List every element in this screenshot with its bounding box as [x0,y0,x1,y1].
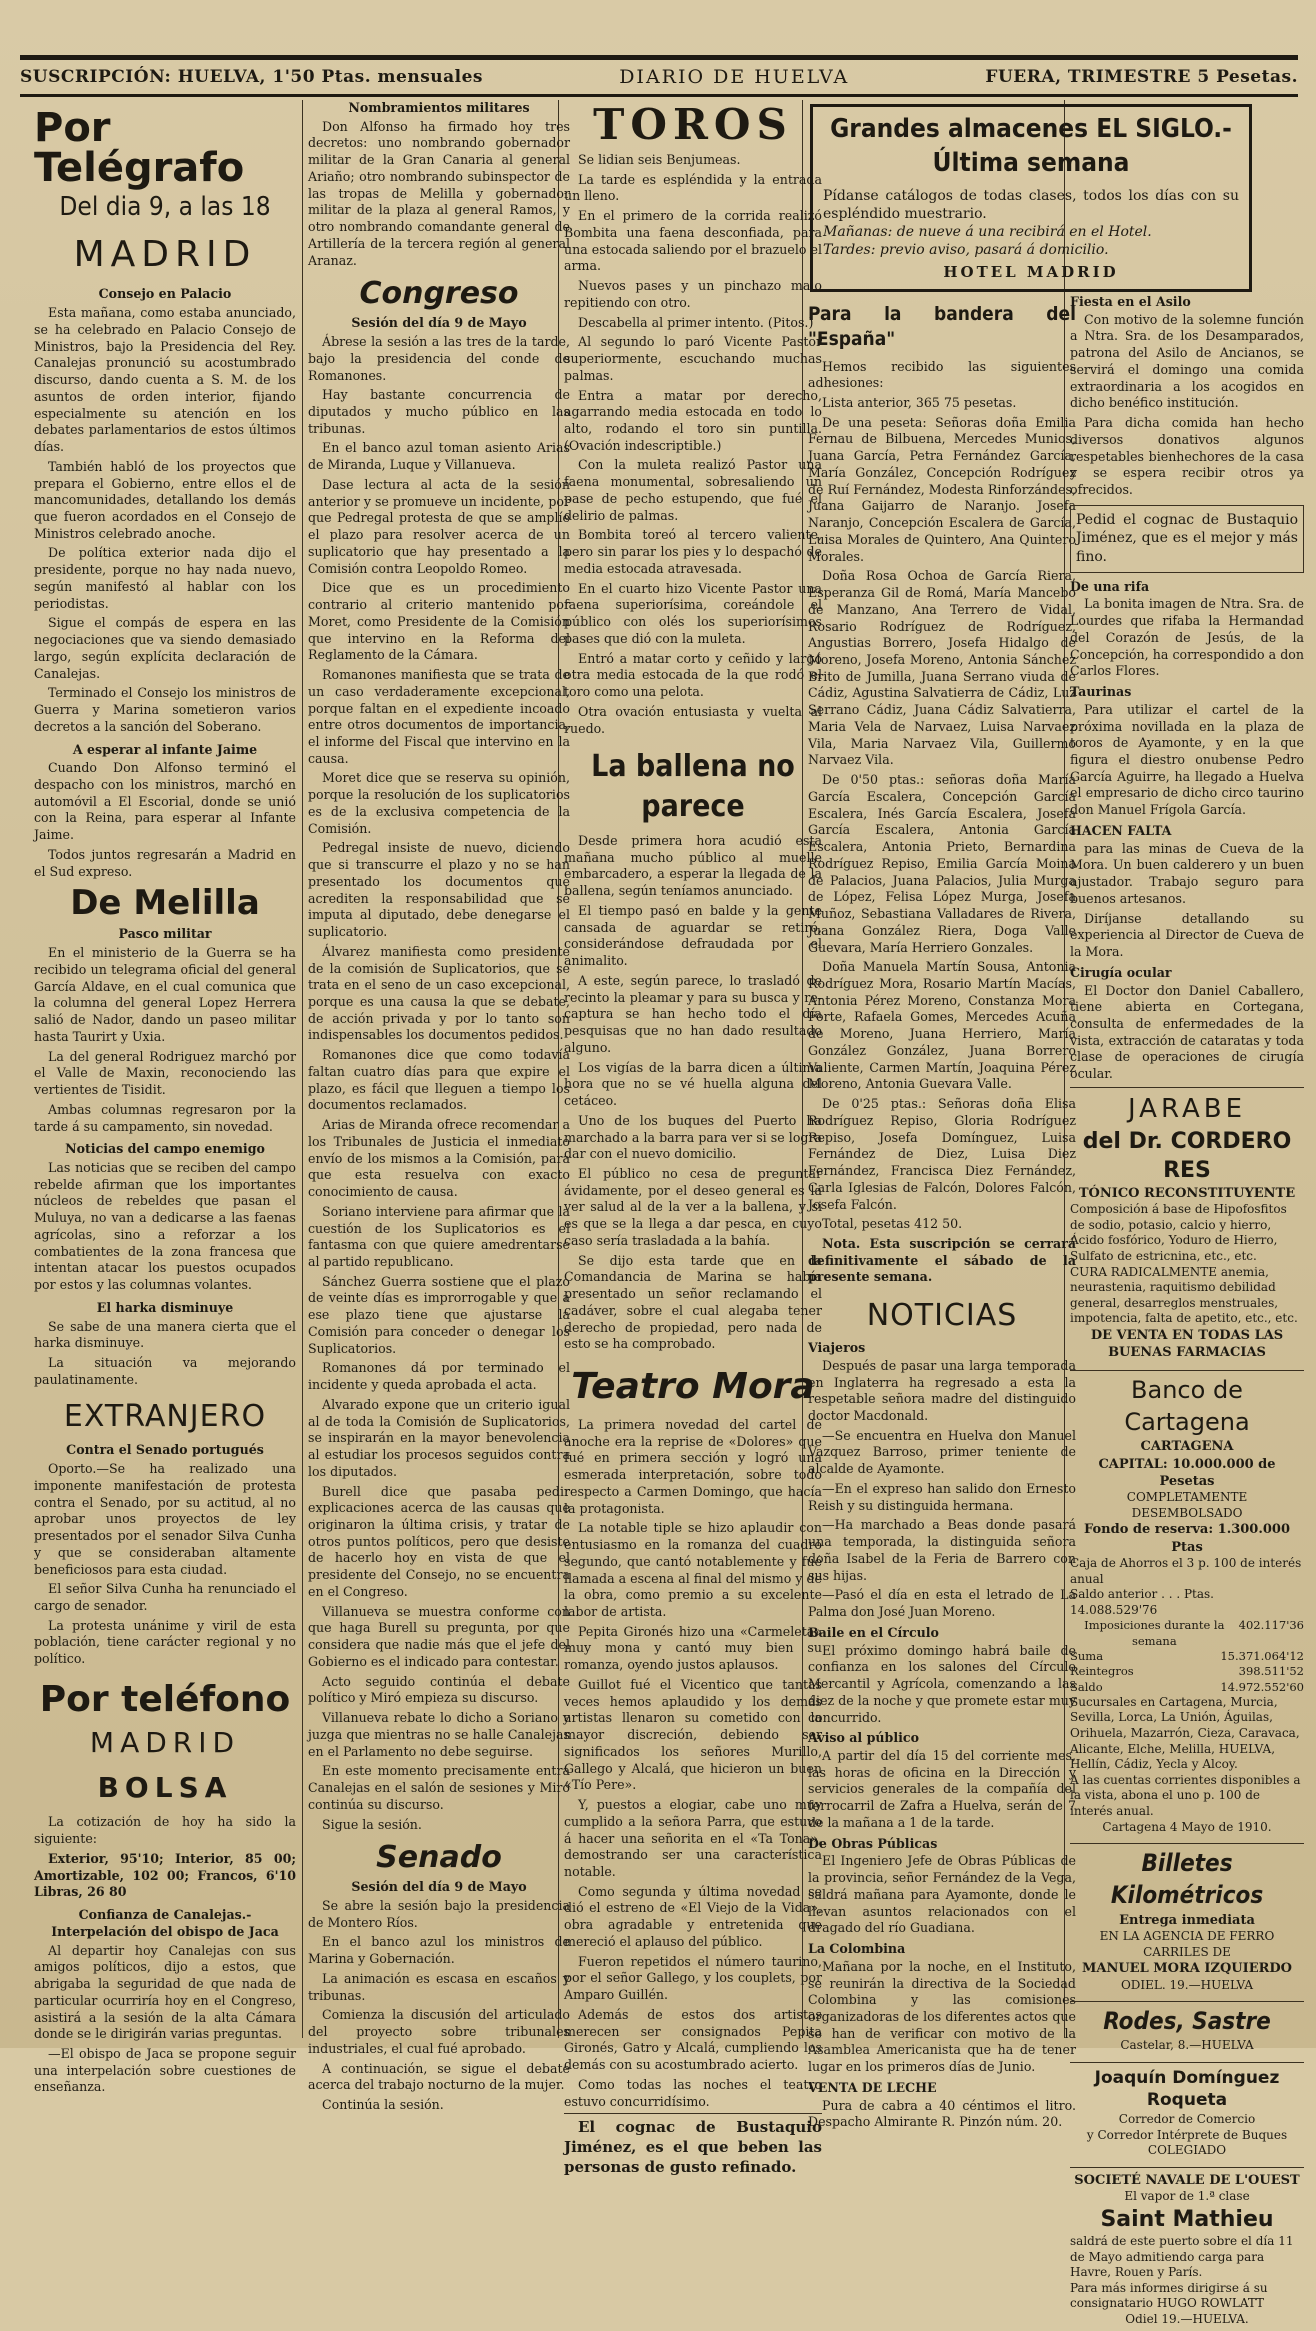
paragraph: Las noticias que se reciben del campo rebelde afirman que los importantes núcleos de rebeldes que pasan el Muluya, no van a dedicarse a las faenas agrícolas, sino a reforzar a los combatientes de la zona francesa que intentan atacar los puestos ocupados por estos y las columnas volantes. [34,1159,296,1293]
paragraph: La cotización de hoy ha sido la siguiente: [34,1814,296,1847]
section-title-bandera: Para la bandera del "España" [808,303,1076,351]
paragraph: Desde primera hora acudió esta mañana mucho público al muelle embarcadero, a esperar la llegada de la ballena, según teníamos anunciado. [564,833,822,899]
paragraph: Todos juntos regresarán a Madrid en el Sud expreso. [34,846,296,879]
paragraph: Dase lectura al acta de la sesión anterior y se promueve un incidente, por que Pedregal protesta de que se amplíe el plazo para resolver acerca de un suplicatorio que hay presentado a la Comisión contra Leopoldo Romeo. [308,476,570,576]
ad-navale [1070,2167,1304,2331]
ad-rodes-title: Rodes, Sastre [1103,2007,1271,2036]
paragraph: La del general Rodriguez marchó por el Valle de Maxin, reconociendo las vertientes de Tisidit. [34,1048,296,1098]
ad-jarabe-doctor: del Dr. CORDERO RES [1082,1128,1292,1183]
paragraph: A continuación, se sigue el debate acerca del trabajo nocturno de la mujer. [308,2060,570,2093]
ad-billetes-addr: ODIEL. 19.—HUELVA [1120,1977,1254,1992]
paragraph: En el cuarto hizo Vicente Pastor una faena superiorísima, coreándole el público con olés los superiorísimos pases que dió con la muleta. [564,580,822,646]
ad-billetes [1070,1843,1304,1997]
paragraph: Y, puestos a elogiar, cabe uno muy cumplido a la señora Parra, que estuvo á hacer una señorita en el «Ta Tona», demostrando ser una característica notable. [564,1797,822,1880]
label: Suma [1070,1648,1104,1663]
bolsa-heading: BOLSA [97,1771,233,1805]
ad-rodes-addr: Castelar, 8.—HUELVA [1120,2038,1254,2053]
paragraph: Álvarez manifiesta como presidente de la comisión de Suplicatorios, que se trata en el seno de un caso excepcional, porque es una causa la que se debate, de acción privada y por lo tanto son indispensables los documentos pedidos. [308,943,570,1043]
paragraph: Uno de los buques del Puerto ha marchado a la barra para ver si se logra dar con el nuevo domicilio. [564,1112,822,1162]
ad-banco-caja: Caja de Ahorros el 3 p. 100 de interés anual [1070,1556,1302,1586]
ad-banco-row [1070,1649,1304,1664]
paragraph: Lista anterior, 365 75 pesetas. [822,395,1017,410]
subheading: Consejo en Palacio [98,286,232,302]
paragraph: Ambas columnas regresaron por la tarde á su campamento, sin novedad. [34,1101,296,1134]
paragraph: La situación va mejorando paulatinamente. [34,1355,296,1387]
paragraph: Arias de Miranda ofrece recomendar a los Tribunales de Justicia el inmediato envío de los mismos a la Comisión, para que esta resuelva con exacto conocimiento de causa. [308,1117,570,1200]
subheading: El harka disminuye [96,1299,234,1315]
section-title-congreso: Congreso [359,276,519,312]
paragraph: —El obispo de Jaca se propone seguir una interpelación sobre cuestiones de enseñanza. [34,2045,296,2095]
paragraph: El próximo domingo habrá baile de confianza en los salones del Círculo Mercantil y Agrícola, comenzando a las diez de la noche y que promete estar muy concurrido. [808,1642,1076,1725]
ad-banco-row [1070,1664,1304,1679]
value: 15.371.064'12 [1220,1648,1304,1663]
paragraph: para las minas de Cueva de la Mora. Un buen calderero y un buen ajustador. Trabajo seguro para buenos artesanos. [1070,840,1304,906]
ad-line: Pídanse catálogos de todas clases, todos los días con su espléndido muestrario. [823,187,1239,222]
paragraph: El señor Silva Cunha ha renunciado el cargo de senador. [34,1581,296,1614]
paragraph: Don Alfonso ha firmado hoy tres decretos: uno nombrando gobernador militar de la Gran Canaria al general Ariaño; otro nombrando subinspector de las tropas de Melilla y gobernador militar de la plaza al general Ramos, y otro nombrando comandante general de Artillería de la tercera región al general Aranaz. [308,118,570,268]
paragraph: La notable tiple se hizo aplaudir con entusiasmo en la romanza del cuadro segundo, que cantó notablemente y fué llamada a escena al final del mismo y de la obra, como premio a su excelente labor de artista. [564,1520,822,1619]
ad-el-siglo [810,104,1252,292]
paragraph: Guillot fué el Vicentico que tantas veces hemos aplaudido y los demás artistas llenaron su cometido con la mayor discreción, debiendo ser significados los señores Murillo, Gallego y Alcalá, que hicieron un buen «Tío Pere». [564,1676,822,1793]
ad-roqueta-line: y Corredor Intérprete de Buques [1086,2127,1288,2142]
paragraph: Romanones manifiesta que se trata de un caso verdaderamente excepcional, porque faltan en el expediente incoado entre otros documentos de importancia, el informe del Fiscal que intervino en la causa. [308,667,570,766]
paragraph: Con motivo de la solemne función a Ntra. Sra. de los Desamparados, patrona del Asilo de Ancianos, se servirá el domingo una comida extraordinaria a los acogidos en dicho benéfico institución. [1070,311,1304,411]
paragraph: Los vigías de la barra dicen a última hora que no se vé huella alguna del cetáceo. [564,1059,822,1109]
ad-navale-title: SOCIETÉ NAVALE DE L'OUEST [1074,2172,1300,2188]
ad-jarabe-title: JARABE [1127,1093,1247,1124]
paragraph: Como segunda y última novedad se dió el estreno de «El Viejo de la Vida», obra agradable y entretenida que mereció el aplauso del público. [564,1883,822,1949]
paragraph: De una peseta: Señoras doña Emilia Fernau de Bilbuena, Mercedes Munios, Juana García, Petra Fernández García, María González, Concepción Rodríguez de Ruí Fernández, Modesta Rinforzándes, Juana Gaijarro de Naranjo. Josefa Naranjo, Concepción Escalera de García, Luisa Morales de Quintero, Ana Quintero Morales. [808,414,1076,564]
ad-rodes [1070,2001,1304,2058]
cognac-ad-box: Pedid el cognac de Bustaquio Jiménez, que es el mejor y más fino. [1070,505,1304,573]
section-title-extranjero: EXTRANJERO [63,1398,267,1434]
paragraph: La primera novedad del cartel de anoche era la reprise de «Dolores» que fué en primera sección y logró una esmerada interpretación, sobre todo respecto a Carmen Domingo, que hacía la protagonista. [564,1416,822,1516]
paragraph: La tarde es espléndida y la entrada un lleno. [564,171,822,204]
ad-banco-saldo: Saldo anterior . . . Ptas. 14.088.529'76 [1070,1587,1214,1617]
ad-navale-line: saldrá de este puerto sobre el día 11 de Mayo admitiendo carga para Havre, Rouen y París. [1070,2233,1294,2280]
column-rule [302,100,303,2038]
paragraph: Esta mañana, como estaba anunciado, se ha celebrado en Palacio Consejo de Ministros, bajo la Presidencia del Rey. Canalejas pronunció su acostumbrado discurso, dando cuenta a S. M. de los asuntos de orden interior, fijando especialmente su atención en los debates parlamentarios de estos últimos días. [34,305,296,455]
subheading: Cirugía ocular [1070,964,1172,980]
section-title-telefono: Por teléfono [39,1678,291,1720]
paragraph: —Ha marchado a Beas donde pasará una temporada, la distinguida señora doña Isabel de la Feria de Barrero con sus hijas. [808,1517,1076,1583]
subheading: De Obras Públicas [808,1835,938,1851]
paragraph: De 0'25 ptas.: Señoras doña Elisa Rodríguez Repiso, Gloria Rodríguez Repiso, Josefa Domínguez, Luisa Fernández de Diez, Luisa Diez Fernández, Francisca Diez Fernández, Carla Iglesias de Falcón, Dolores Falcón, Josefa Falcón. [808,1096,1076,1212]
subheading: Sesión del día 9 de Mayo [351,1879,527,1895]
paragraph: Moret dice que se reserva su opinión, porque la resolución de los suplicatorios es de la exclusiva competencia de la Comisión. [308,770,570,836]
masthead-title: DIARIO DE HUELVA [619,66,850,88]
paragraph: El Ingeniero Jefe de Obras Públicas de la provincia, señor Fernández de la Vega, saldrá mañana para Ayamonte, donde le llevan asuntos relacionados con el dragado del río Guadiana. [808,1853,1076,1936]
subheading: VENTA DE LECHE [808,2079,937,2095]
paragraph: En el primero de la corrida realizó Bombita una faena desconfiada, para una estocada saliendo por el brazuelo el arma. [564,208,822,274]
paragraph: Fueron repetidos el número taurino, por el señor Gallego, y los couplets, por Amparo Guillén. [564,1953,822,2003]
value: 14.972.552'60 [1220,1679,1304,1694]
subheading: Sesión del día 9 de Mayo [351,315,527,331]
paragraph: Se lidian seis Benjumeas. [578,152,741,167]
paragraph: —Se encuentra en Huelva don Manuel Vazquez Barroso, primer teniente de alcalde de Ayamonte. [808,1427,1076,1477]
paragraph: Exterior, 95'10; Interior, 85 00; Amortizable, 102 00; Francos, 6'10 Libras, 26 80 [34,1850,296,1900]
paragraph: La protesta unánime y viril de esta población, tiene carácter regional y no político. [34,1617,296,1667]
paragraph: A este, según parece, lo trasladó de recinto la pleamar y para su busca y re-captura se han hecho todo el día pesquisas que no han dado resultado alguno. [564,972,822,1055]
subheading: Viajeros [808,1340,866,1356]
subheading: Fiesta en el Asilo [1070,294,1191,309]
subheading: La Colombina [808,1941,906,1957]
label: Saldo [1070,1679,1103,1694]
ad-billetes-title: Billetes Kilométricos [1110,1849,1264,1910]
ad-navale-line: Para más informes dirigirse á su consignatario HUGO ROWLATT [1070,2280,1268,2311]
city-heading: MADRID [73,233,257,275]
section-title-telegrafo: Por Telégrafo [34,105,245,191]
ad-jarabe-text: Composición á base de Hipofosfitos de sodio, potasio, calcio y hierro, Ácido fosfórico, Yoduro de Hierro, Sulfato de estricnina, etc., etc. [1070,1202,1287,1264]
paragraph: Terminado el Consejo los ministros de Guerra y Marina sometieron varios decretos a la sanción del Soberano. [34,685,296,734]
paragraph: Pedregal insiste de nuevo, diciendo que si transcurre el plazo y no se han presentado los documentos que acrediten la responsabilidad que se imputa al diputado, debe denegarse el suplicatorio. [308,840,570,940]
column-1 [34,100,296,2095]
column-2 [308,100,570,2113]
subheading: Taurinas [1070,684,1132,700]
paragraph: Sigue la sesión. [322,1816,422,1832]
paragraph: A partir del día 15 del corriente mes, las horas de oficina en la Dirección y servicios generales de la compañía del ferrocarril de Zafra a Huelva, serán de 7 de la mañana a 1 de la tarde. [808,1747,1076,1830]
section-title-teatro: Teatro Mora [571,1366,815,1408]
paragraph: Villanueva rebate lo dicho a Soriano y juzga que mientras no se halle Canalejas en el Parlamento no debe seguirse. [308,1710,570,1759]
paragraph: Alvarado expone que un criterio igual al de toda la Comisión de Suplicatorios, se inspirarán en la mayor benevolencia al estudiar los procesos seguidos contra los diputados. [308,1396,570,1479]
paragraph: Soriano interviene para afirmar que la cuestión de los Suplicatorios es el fantasma con que quiere amedrentarse al partido republicano. [308,1203,570,1269]
section-title-melilla: De Melilla [70,883,260,924]
ad-banco-cuentas: A las cuentas corrientes disponibles a la vista, abona el uno p. 100 de interés anual. [1070,1772,1301,1818]
paragraph: Al segundo lo paró Vicente Pastor superiormente, escuchando muchas palmas. [564,334,822,383]
subheading: Baile en el Círculo [808,1624,939,1640]
city-heading: MADRID [89,1725,241,1759]
ad-navale-ship: Saint Mathieu [1100,2206,1274,2232]
paragraph: Se dijo esta tarde que en la Comandancia de Marina se había presentado un señor reclamando el cadáver, sobre el cual alegaba tener derecho de propiedad, pero nada de esto se ha comprobado. [564,1252,822,1352]
subheading: A esperar al infante Jaime [72,741,258,757]
subheading: Confianza de Canalejas.-Interpelación del obispo de Jaca [51,1907,279,1939]
paragraph: Después de pasar una larga temporada en Inglaterra ha regresado a esta la respetable señora madre del distinguido doctor Macdonald. [808,1357,1076,1424]
paragraph: Continúa la sesión. [322,2097,444,2113]
paragraph: Acto seguido continúa el debate político y Miró empieza su discurso. [308,1673,570,1706]
paragraph: Dice que es un procedimiento contrario al criterio mantenido por Moret, como Presidente de la Comisión que intervino en la Reforma del Reglamento de la Cámara. [308,580,570,663]
subheading: Nombramientos militares [348,100,530,115]
paragraph: En el banco azul los ministros de Marina y Gobernación. [308,1934,570,1967]
paragraph: También habló de los proyectos que prepara el Gobierno, entre ellos el de mancomunidades, detallando los demás que fueron acordados en el Consejo de Ministros celebrado anoche. [34,458,296,541]
paragraph: Hay bastante concurrencia de diputados y mucho público en las tribunas. [308,387,570,436]
ad-billetes-agencia: EN LA AGENCIA DE FERRO CARRILES DE [1099,1929,1275,1959]
ad-hotel: HOTEL MADRID [943,263,1119,282]
paragraph: Como todas las noches el teatro estuvo concurridísimo. [564,2076,822,2109]
paragraph: Romanones dice que como todavía faltan cuatro días para que expire el plazo, es fácil que lleguen a tiempo los documentos reclamados. [308,1047,570,1113]
ad-jarabe-cura: CURA RADICALMENTE anemia, neurastenia, raquitismo debilidad general, desarreglos menstruales, impotencia, falta de apetito, etc., etc. [1070,1264,1298,1326]
paragraph: Nuevos pases y un pinchazo malo repitiendo con otro. [564,278,822,310]
paragraph: Oporto.—Se ha realizado una imponente manifestación de protesta contra el Senado, por su actitud, al no aprobar unos proyectos de ley presentados por el senador Silva Cunha y que se consideraban altamente beneficiosos para esta ciudad. [34,1461,296,1577]
ad-roqueta [1070,2062,1304,2163]
paragraph: —Pasó el día en esta el letrado de La Palma don José Juan Moreno. [808,1587,1076,1620]
paragraph: Entró a matar corto y ceñido y largó otra media estocada de la que rodó el toro como una pelota. [564,650,822,700]
paragraph: Para utilizar el cartel de la próxima novillada en la plaza de toros de Ayamonte, y en la que figura el diestro onubense Pedro García Aguirre, ha llegado a Huelva el empresario de dicho circo taurino don Manuel Frígola García. [1070,701,1304,818]
ad-billetes-sub: Entrega inmediata [1119,1912,1255,1928]
masthead [20,55,1298,97]
paragraph: Villanueva se muestra conforme con que haga Burell su pregunta, por que considera que nadie más que el jefe del Gobierno es el indicado para contestar. [308,1603,570,1669]
masthead-trimester: FUERA, TRIMESTRE 5 Pesetas. [985,67,1298,87]
ad-banco-sucursales: Sucursales en Cartagena, Murcia, Sevilla, Lorca, La Unión, Águilas, Orihuela, Mazarrón, Cieza, Caravaca, Alicante, Elche, Melilla, HUELVA, Hellín, Cádiz, Yecla y Alcoy. [1070,1694,1300,1772]
paragraph: Cuando Don Alfonso terminó el despacho con los ministros, marchó en automóvil a El Escorial, donde se unió con la Reina, para esperar al Infante Jaime. [34,760,296,843]
paragraph: Total, pesetas 412 50. [822,1216,963,1232]
paragraph: En este momento precisamente entra Canalejas en el salón de sesiones y Miró continúa su discurso. [308,1763,570,1812]
label: Imposiciones durante la semana [1084,1618,1225,1648]
paragraph: Para dicha comida han hecho diversos donativos algunos respetables bienhechores de la casa y se espera recibir otros ya ofrecidos. [1070,415,1304,498]
value: 398.511'52 [1238,1664,1304,1679]
ad-el-siglo-title: Grandes almacenes EL SIGLO.-Última semana [830,114,1232,178]
paragraph: Burell dice que pasaba pedir explicaciones acerca de las causas que originaron la última crisis, y tratar de otros puntos políticos, pero que desiste de hacerlo hoy en vista de que el presidente del Consejo, no se encuentra en el Congreso. [308,1483,570,1599]
ad-roqueta-title: Joaquín Domínguez Roqueta [1094,2067,1280,2111]
label: Reintegros [1070,1664,1134,1679]
subheading: Aviso al público [808,1730,919,1746]
ad-banco-reserva: Fondo de reserva: 1.300.000 Ptas [1083,1522,1291,1555]
subheading: Noticias del campo enemigo [65,1141,265,1157]
paragraph: De política exterior nada dijo el presidente, porque no hay nada nuevo, según manifestó al hablar con los periodistas. [34,545,296,611]
paragraph: Descabella al primer intento. (Pitos.) [578,314,814,330]
paragraph: Comienza la discusión del articulado del proyecto sobre tribunales industriales, el cual fué aprobado. [308,2007,570,2056]
column-5 [1070,290,1304,2326]
ad-el-siglo-wrap [810,100,1252,302]
ad-banco-capital: CAPITAL: 10.000.000 de Pesetas [1098,1456,1276,1489]
paragraph: Hemos recibido las siguientes adhesiones: [808,358,1076,391]
paragraph: Ábrese la sesión a las tres de la tarde, bajo la presidencia del conde de Romanones. [308,334,570,383]
ad-roqueta-line: COLEGIADO [1147,2143,1227,2158]
paragraph: —En el expreso han salido don Ernesto Reish y su distinguida hermana. [808,1480,1076,1513]
section-title-noticias: NOTICIAS [866,1298,1018,1334]
value: 402.117'36 [1238,1618,1304,1633]
ad-billetes-name: MANUEL MORA IZQUIERDO [1081,1961,1293,1977]
paragraph: El Doctor don Daniel Caballero, tiene abierta en Cortegana, consulta de enfermedades de la vista, extracción de cataratas y toda clase de operaciones de cirugía ocular. [1070,982,1304,1082]
masthead-subscription: SUSCRIPCIÓN: HUELVA, 1'50 Ptas. mensuales [20,67,483,87]
paragraph: Nota. Esta suscripción se cerrará definitivamente el sábado de la presente semana. [808,1235,1076,1285]
paragraph: Diríjanse detallando su experiencia al Director de Cueva de la Mora. [1070,910,1304,960]
section-title-ballena: La ballena no parece [591,749,795,825]
subheading: De una rifa [1070,578,1150,594]
paragraph: Bombita toreó al tercero valiente, pero sin parar los pies y lo despachó de media estocada atravesada. [564,527,822,576]
paragraph: Otra ovación entusiasta y vuelta al ruedo. [564,703,822,736]
paragraph: Doña Rosa Ochoa de García Riera, Esperanza Gil de Romá, María Mancebo de Manzano, Ana Terrero de Vidal, Rosario Rodríguez de Rodríguez, Angustias Borrero, Josefa Hidalgo de Moreno, Josefa Moreno, Antonia Sánchez Brito de Jumilla, Juana Serrano viuda de Cádiz, Agustina Salvatierra de Cádiz, Luz Serrano Cádiz, Juana Cádiz Salvatierra, Maria Vela de Narvaez, Luisa Narvaez Vila, Maria Narvaez Vila, Guillermo Narvaez Vila. [808,568,1076,768]
cognac-ad: El cognac de Bustaquio Jiménez, es el que beben las personas de gusto refinado. [564,2113,822,2178]
paragraph: La animación es escasa en escaños y tribunas. [308,1970,570,2003]
column-3 [564,100,822,2177]
ad-banco [1070,1370,1304,1840]
paragraph: Entra a matar por derecho, agarrando media estocada en todo lo alto, rodando el toro sin puntilla. (Ovación indescriptible.) [564,387,822,453]
paragraph: El tiempo pasó en balde y la gente cansada de aguardar se retiró, considerándose defraudada por el animalito. [564,902,822,969]
ad-banco-capital2: COMPLETAMENTE DESEMBOLSADO [1126,1490,1248,1520]
ad-jarabe-sub: TÓNICO RECONSTITUYENTE [1078,1186,1296,1202]
column-4 [808,290,1076,2130]
paragraph: De 0'50 ptas.: señoras doña María García Escalera, Concepción García Escalera, Inés García Escalera, Josefa García Escalera, Antonia García Escalera, Antonia Prieto, Bernardina Rodríguez Repiso, Emilia García Moina de Palacios, Juana Palacios, Julia Murga de López, Felisa López Murga, Josefa Muñoz, Sebastiana Valladares de Rivera, Juana González Riera, Doga Valle Guevara, María Herriero Gonzales. [808,772,1076,955]
paragraph: La bonita imagen de Ntra. Sra. de Lourdes que rifaba la Hermandad del Corazón de Jesús, de la Concepción, ha correspondido a don Carlos Flores. [1070,596,1304,679]
paragraph: Con la muleta realizó Pastor una faena monumental, sobresaliendo un pase de pecho estupendo, que fué el delirio de palmas. [564,457,822,523]
paragraph: En el ministerio de la Guerra se ha recibido un telegrama oficial del general García Aldave, en el cual comunica que la columna del general Lopez Herrera salió de Nador, dando un paseo militar hasta Taurirt y Uxia. [34,945,296,1044]
ad-jarabe-venta: DE VENTA EN TODAS LAS BUENAS FARMACIAS [1090,1328,1284,1361]
subheading: Pasco militar [118,926,212,942]
dateline: Del dia 9, a las 18 [59,192,271,222]
paragraph: El público no cesa de preguntar ávidamente, por el deseo general es la ver salud al de la ver a la ballena, y si es que se la llega a dar pesca, en cuyo caso sería trasladada a la bahía. [564,1165,822,1248]
paragraph: Sigue el compás de espera en las negociaciones que va siendo demasiado largo, según explícita declaración de Canalejas. [34,615,296,681]
paragraph: Romanones dá por terminado el incidente y queda aprobada el acta. [308,1360,570,1393]
ad-roqueta-line: Corredor de Comercio [1118,2112,1256,2127]
paragraph: Pura de cabra a 40 céntimos el litro. Despacho Almirante R. Pinzón núm. 20. [808,2097,1076,2130]
paragraph: Doña Manuela Martín Sousa, Antonia Rodríguez Mora, Rosario Martín Macías, Antonia Pérez Moreno, Constanza Mora Forte, Rafaela Gomes, Mercedes Acuña de Moreno, Juana Herriero, María González González, Juana Borrero Valiente, Carmen Martín, Joaquina Pérez Moreno, Antonia Guevara Valle. [808,959,1076,1092]
paragraph: En el banco azul toman asiento Arias de Miranda, Luque y Villanueva. [308,440,570,473]
ad-navale-line: Odiel 19.—HUELVA. [1125,2311,1249,2326]
ad-banco-title: Banco de Cartagena [1124,1375,1250,1436]
section-title-toros: TOROS [593,100,793,149]
paragraph: Se abre la sesión bajo la presidencia de Montero Ríos. [308,1897,570,1930]
paragraph: Se sabe de una manera cierta que el harka disminuye. [34,1318,296,1351]
ad-banco-row [1070,1680,1304,1695]
ad-line: Tardes: previo aviso, pasará á domicilio. [823,242,1109,259]
paragraph: Mañana por la noche, en el Instituto, se reunirán la directiva de la Sociedad Colombina y las comisiones organizadoras de los diferentes actos que se han de verificar con motivo de la Asamblea Americanista que ha de tener lugar en los primeros días de Junio. [808,1958,1076,2075]
paragraph: Además de estos dos artistas merecen ser consignados Pepita Gironés, Gatro y Alcalá, cumpliendo los demás con su acostumbrado acierto. [564,2006,822,2073]
paragraph: Al departir hoy Canalejas con sus amigos políticos, dijo a estos, que abrigaba la seguridad de que nada de particular ocurriría hoy en el Congreso, asistirá a la sesión de la alta Cámara donde se le dirigirán varias preguntas. [34,1942,296,2042]
paragraph: Pepita Gironés hizo una «Carmeleta» muy mona y cantó muy bien su romanza, oyendo justos aplausos. [564,1623,822,1673]
subheading: Contra el Senado portugués [66,1442,264,1458]
section-title-senado: Senado [376,1840,502,1876]
ad-banco-city: CARTAGENA [1140,1439,1234,1455]
ad-line: Mañanas: de nueve á una recibirá en el Hotel. [823,223,1152,240]
subheading: HACEN FALTA [1070,822,1172,838]
ad-navale-line: El vapor de 1.ª clase [1124,2189,1250,2204]
ad-banco-row [1070,1618,1304,1649]
ad-jarabe [1070,1087,1304,1366]
paragraph: Sánchez Guerra sostiene que el plazo de veinte días es improrrogable y que a ese plazo tiene que ajustarse la Comisión para conceder o denegar los Suplicatorios. [308,1273,570,1356]
ad-banco-date: Cartagena 4 Mayo de 1910. [1102,1819,1272,1834]
